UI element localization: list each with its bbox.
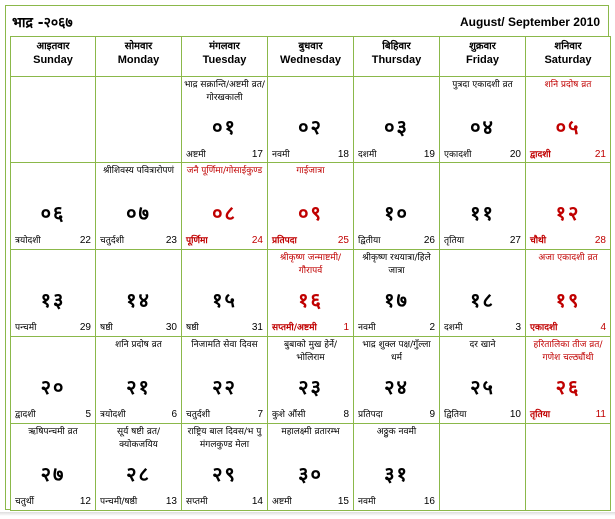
day-cell[interactable] [10,249,96,337]
tithi: तृतिया [444,236,465,246]
ad-date: 23 [165,235,177,246]
day-cell[interactable] [525,336,611,424]
day-cell[interactable] [439,336,526,424]
bs-date: ११ [470,201,495,225]
day-cell[interactable] [353,162,440,250]
tithi: चतुर्दशी [100,236,125,246]
calendar [5,5,609,510]
ad-date: 1 [343,322,349,333]
bs-date: ०७ [126,201,151,225]
weekday-nepali: शुक्रवार [469,41,496,52]
day-event: श्रीकृष्ण रथयात्रा/हिले जात्रा [362,253,431,276]
bs-date: २५ [470,375,495,399]
bs-date: २० [40,375,66,399]
nepali-month-title: भाद्र -२०६७ [12,15,73,31]
tithi: द्वादशी [15,410,36,420]
ad-date: 25 [337,235,349,246]
day-event: पुत्रदा एकादशी व्रत [452,80,513,90]
day-cell[interactable] [181,76,268,164]
bs-date: २७ [40,462,66,486]
ad-date: 20 [509,149,521,160]
day-cell[interactable] [10,162,96,250]
day-cell[interactable] [525,249,611,337]
bs-date: ०५ [555,115,581,139]
day-cell[interactable] [267,162,354,250]
day-event: श्रीकृष्ण जन्माष्टमी/गौरापर्व [279,253,342,276]
bs-date: ०८ [212,201,237,225]
bs-date: १४ [126,288,151,312]
day-event: निजामति सेवा दिवस [191,340,258,350]
tithi: सप्तमी [186,497,208,507]
tithi: अष्टमी [186,150,206,160]
bs-date: ३१ [384,462,409,486]
day-event: भाद्र सक्रान्ति/अष्टमी व्रत/गोरखकाली [184,80,265,103]
day-event: अजा एकादशी व्रत [538,253,598,263]
weekday-header-sunday [10,36,96,77]
tithi: दशमी [358,150,377,160]
tithi: चतुर्दशी [186,410,211,420]
ad-date: 14 [251,496,263,507]
english-month-title: August/ September 2010 [459,15,600,29]
weekday-nepali: आइतवार [36,41,70,52]
tithi: द्वितीया [358,236,381,246]
bs-date: ०१ [212,115,237,139]
ad-date: 17 [251,149,263,160]
ad-date: 28 [594,235,606,246]
bs-date: ०४ [470,115,495,139]
day-event: ऋषिपन्चमी व्रत [28,427,78,437]
day-cell[interactable] [95,336,182,424]
ad-date: 16 [423,496,435,507]
ad-date: 24 [251,235,263,246]
empty-day-cell [95,76,182,164]
bs-date: ०६ [40,201,66,225]
day-cell[interactable] [267,249,354,337]
tithi: द्वितिया [444,410,467,420]
tithi: दशमी [444,323,463,333]
tithi: एकादशी [444,150,472,160]
day-event: जनै पूर्णिमा/गोसाईकुण्ड [186,166,263,176]
tithi: नवमी [358,497,376,507]
bs-date: १६ [298,288,323,312]
ad-date: 3 [515,322,521,333]
tithi: त्रयोदशी [15,236,41,246]
tithi: प्रतिपदा [358,410,383,420]
day-event: अठ्ठुक नवमी [376,427,417,437]
day-event: श्रीशिवस्य पवित्रारोपणं [102,166,175,176]
weekday-nepali: सोमवार [124,41,153,52]
weekday-english: Wednesday [280,54,341,66]
bs-date: २२ [212,375,237,399]
day-cell[interactable] [181,423,268,511]
day-cell[interactable] [267,336,354,424]
empty-day-cell [10,76,96,164]
ad-date: 11 [595,409,606,420]
bs-date: २१ [126,375,151,399]
weekday-nepali: शनिवार [554,41,582,52]
tithi: नवमी [272,150,290,160]
ad-date: 31 [251,322,263,333]
ad-date: 9 [429,409,435,420]
weekday-nepali: बुधवार [298,41,323,52]
day-cell[interactable] [95,162,182,250]
ad-date: 18 [337,149,349,160]
day-event: भाद्र शुक्ल पक्ष/गुँल्ला धर्म [362,340,431,363]
ad-date: 2 [429,322,435,333]
weekday-header-monday [95,36,182,77]
day-cell[interactable] [353,76,440,164]
bs-date: ०३ [384,115,409,139]
day-cell[interactable] [525,162,611,250]
day-cell[interactable] [10,336,96,424]
weekday-header-wednesday [267,36,354,77]
weekday-header-friday [439,36,526,77]
day-cell[interactable] [10,423,96,511]
day-cell[interactable] [95,249,182,337]
bs-date: ३० [298,462,323,486]
bs-date: १२ [555,201,581,225]
tithi: तृतिया [530,410,551,420]
day-event: राष्ट्रिय बाल दिवस/भ पु मंगलकुण्ड मेला [187,427,262,450]
day-cell[interactable] [267,76,354,164]
calendar-header [6,6,608,36]
day-cell[interactable] [439,76,526,164]
tithi: पन्चमी/षष्ठी [100,497,138,507]
weekday-english: Monday [117,54,160,66]
tithi: नवमी [358,323,376,333]
tithi: द्वादशी [530,150,551,160]
bs-date: २८ [126,462,151,486]
ad-date: 13 [165,496,177,507]
ad-date: 12 [79,496,91,507]
tithi: कुशे अ‍ौंसी [272,410,306,420]
day-cell[interactable] [181,336,268,424]
tithi: षष्ठी [186,323,199,333]
bs-date: २३ [298,375,323,399]
day-event: दर खाने [469,340,496,350]
ad-date: 27 [509,235,521,246]
bs-date: १३ [40,288,66,312]
bs-date: ०२ [298,115,323,139]
tithi: सप्तमी/अष्टमी [272,323,317,333]
day-cell[interactable] [267,423,354,511]
day-cell[interactable] [439,162,526,250]
day-cell[interactable] [525,76,611,164]
day-event: सूर्य षष्टी व्रत/क्योकजयिय [117,427,160,450]
tithi: पूर्णिमा [186,236,208,246]
bs-date: ०९ [298,201,323,225]
day-cell[interactable] [353,336,440,424]
ad-date: 15 [337,496,349,507]
weekday-english: Sunday [33,54,73,66]
day-cell[interactable] [181,162,268,250]
tithi: षष्ठी [100,323,113,333]
weekday-nepali: बिहिवार [382,41,411,52]
bs-date: २९ [212,462,237,486]
tithi: त्रयोदशी [100,410,126,420]
tithi: अष्टमी [272,497,292,507]
day-cell[interactable] [181,249,268,337]
ad-date: 10 [509,409,521,420]
day-event: शनि प्रदोष व्रत [544,80,592,90]
bs-date: २४ [384,375,409,399]
ad-date: 22 [79,235,91,246]
empty-day-cell [439,423,526,511]
bs-date: १८ [470,288,495,312]
day-cell[interactable] [353,249,440,337]
tithi: एकादशी [530,323,558,333]
day-cell[interactable] [353,423,440,511]
ad-date: 4 [600,322,606,333]
empty-day-cell [525,423,611,511]
bs-date: १५ [212,288,237,312]
day-event: महालक्ष्मी व्रतारम्भ [281,427,340,437]
ad-date: 21 [594,149,606,160]
tithi: चौथी [530,236,547,246]
weekday-english: Thursday [371,54,422,66]
weekday-header-saturday [525,36,611,77]
weekday-header-thursday [353,36,440,77]
ad-date: 30 [165,322,177,333]
bs-date: १७ [384,288,409,312]
ad-date: 19 [423,149,435,160]
ad-date: 29 [79,322,91,333]
ad-date: 8 [343,409,349,420]
bs-date: २६ [555,375,581,399]
ad-date: 7 [257,409,263,420]
ad-date: 5 [85,409,91,420]
day-event: गाईजात्रा [296,166,325,176]
ad-date: 6 [171,409,177,420]
day-cell[interactable] [439,249,526,337]
weekday-nepali: मंगलवार [209,41,240,52]
tithi: चतुर्थी [15,497,34,507]
tithi: पन्चमी [15,323,37,333]
ad-date: 26 [423,235,435,246]
weekday-header-tuesday [181,36,268,77]
bs-date: १० [384,201,409,225]
day-cell[interactable] [95,423,182,511]
day-event: बुबाको मुख हेर्ने/भोलिराम [283,340,338,363]
bs-date: १९ [555,288,581,312]
weekday-english: Saturday [544,54,592,66]
weekday-english: Tuesday [202,54,247,66]
weekday-english: Friday [465,54,499,66]
bottom-shadow [0,512,615,516]
tithi: प्रतिपदा [272,236,297,246]
day-event: हरितालिका तीज व्रत/गणेश चल्ठ्यौंथी [533,340,603,363]
day-event: शनि प्रदोष व्रत [115,340,162,350]
